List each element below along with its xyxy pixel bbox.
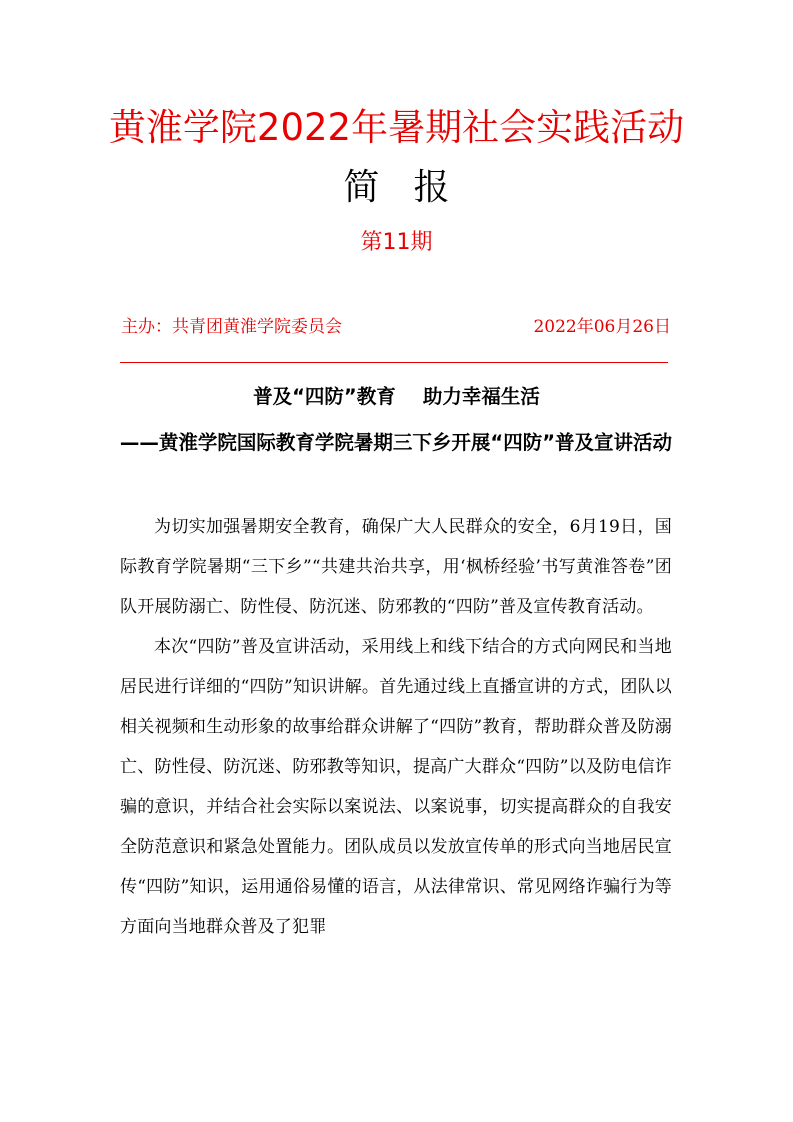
bulletin-title: 黄淮学院2022年暑期社会实践活动 xyxy=(108,106,685,149)
publish-date: 2022年06月26日 xyxy=(533,317,671,337)
organizer-label: 主办：共青团黄淮学院委员会 xyxy=(121,317,342,337)
article-body xyxy=(120,507,672,947)
body-paragraph: 本次“四防”普及宣讲活动，采用线上和线下结合的方式向网民和当地居民进行详细的“四防”知识讲解。首先通过线上直播宣讲的方式，团队以相关视频和生动形象的故事给群众讲解了“四防”教育，帮助群众普及防溺亡、防性侵、防沉迷、防邪教等知识，提高广大群众“四防”以及防电信诈骗的意识，并结合社会实际以案说法、以案说事，切实提高群众的自我安全防范意识和紧急处置能力。团队成员以发放宣传单的形式向当地居民宣传“四防”知识，运用通俗易懂的语言，从法律常识、常见网络诈骗行为等方面向当地群众普及了犯罪 xyxy=(120,637,672,937)
header-divider xyxy=(120,362,668,363)
meta-row xyxy=(121,313,671,341)
article-title: 普及“四防”教育 助力幸福生活 xyxy=(253,385,540,408)
issue-number: 第11期 xyxy=(360,230,433,255)
body-paragraph: 为切实加强暑期安全教育，确保广大人民群众的安全，6月19日，国际教育学院暑期“三下乡”“共建共治共享，用‘枫桥经验’书写黄淮答卷”团队开展防溺亡、防性侵、防沉迷、防邪教的“四防”普及宣传教育活动。 xyxy=(120,517,672,617)
article-subtitle: ——黄淮学院国际教育学院暑期三下乡开展“四防”普及宣讲活动 xyxy=(119,431,673,454)
bulletin-subtitle: 简报 xyxy=(343,167,484,208)
